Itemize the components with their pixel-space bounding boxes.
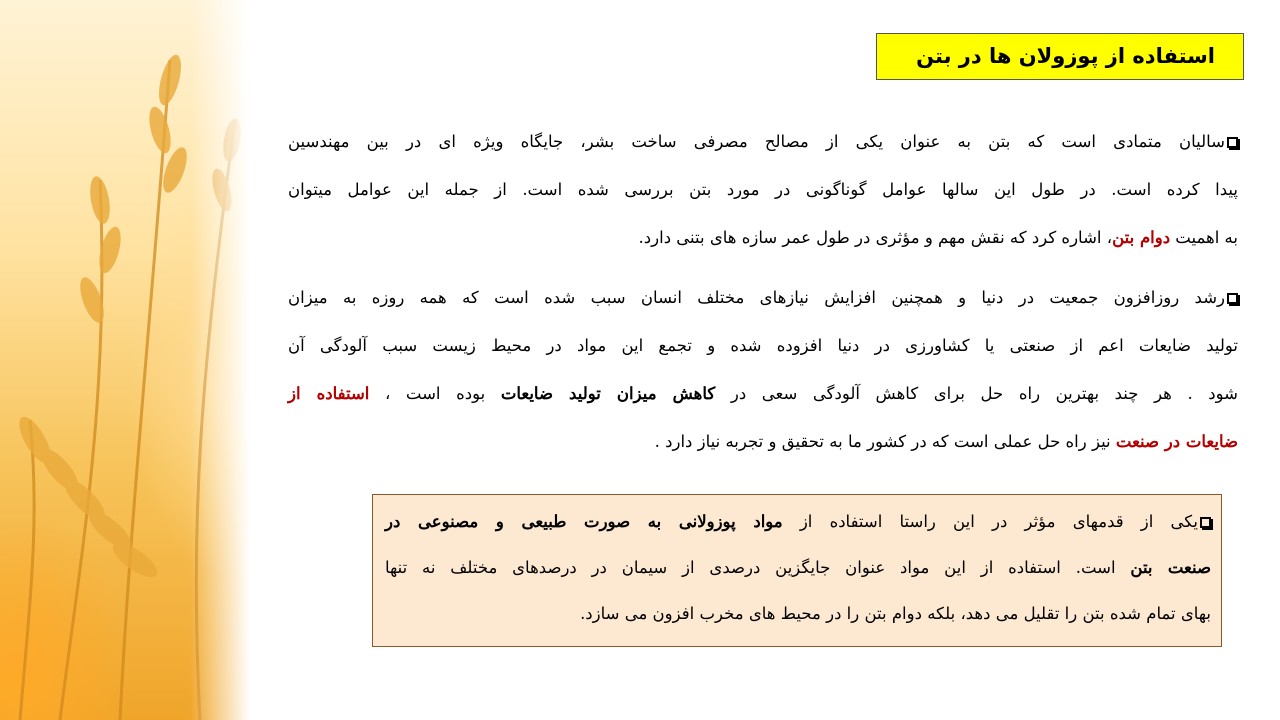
paragraph-line: [288, 380, 1238, 428]
square-bullet-icon: [1227, 293, 1238, 304]
line-text: نیز راه حل عملی است که در کشور ما به تحقیق و تجربه نیاز دارد .: [654, 432, 1116, 451]
line-text: ، اشاره کرد که نقش مهم و مؤثری در طول عمر سازه های بتنی دارد.: [638, 228, 1113, 247]
bold-waste-reduction: کاهش میزان تولید ضایعات: [500, 384, 716, 403]
paragraph-line: [288, 284, 1238, 332]
paragraph-line: تولید ضایعات اعم از صنعتی یا کشاورزی در دنیا افزوده شده و تجمع این مواد در محیط زیست سبب آلودگی آن: [288, 336, 1238, 355]
paragraph-line: [385, 554, 1211, 600]
highlight-waste-use: استفاده از: [288, 384, 370, 403]
line-text: است. استفاده از این مواد عنوان جایگزین درصدی از سیمان در درصدهای مختلف نه تنها: [385, 558, 1131, 577]
paragraph-pozzolan: [385, 508, 1211, 646]
line-text: سالیان متمادی است که بتن به عنوان یکی از مصالح مصرفی ساخت بشر، جایگاه ویژه ای در بین مهندسین: [288, 132, 1225, 151]
highlight-concrete-durability: دوام بتن: [1112, 228, 1171, 247]
line-text: رشد روزافزون جمعیت در دنیا و همچنین افزایش نیازهای مختلف انسان سبب شده است که همه روزه به میزان: [288, 288, 1225, 307]
bold-concrete-industry: صنعت بتن: [1130, 558, 1211, 577]
line-text: شود . هر چند بهترین راه حل برای کاهش آلودگی سعی در: [715, 384, 1238, 403]
paragraph-line: [288, 128, 1238, 176]
paragraph-line: بهای تمام شده بتن را تقلیل می دهد، بلکه دوام بتن را در محیط های مخرب افزون می سازد.: [580, 604, 1211, 623]
paragraph-line: پیدا کرده است. در طول این سالها عوامل گوناگونی در مورد بتن بررسی شده است. از جمله این عوامل میتوان: [288, 180, 1238, 199]
paragraph-durability: [288, 128, 1238, 272]
title-box: [876, 33, 1244, 80]
paragraph-line: [288, 224, 1238, 272]
paragraph-waste: [288, 284, 1238, 476]
paragraph-line: [385, 508, 1211, 554]
wheat-decoration-image: [0, 0, 250, 720]
square-bullet-icon: [1200, 517, 1211, 528]
square-bullet-icon: [1227, 137, 1238, 148]
slide-title: استفاده از پوزولان ها در بتن: [916, 44, 1215, 68]
bold-pozzolan-materials: مواد پوزولانی به صورت طبیعی و مصنوعی در: [385, 512, 783, 531]
paragraph-line: [288, 428, 1238, 476]
line-text: بوده است ،: [369, 384, 501, 403]
line-text: به اهمیت: [1170, 228, 1238, 247]
highlight-waste-in-industry: ضایعات در صنعت: [1115, 432, 1238, 451]
line-text: یکی از قدمهای مؤثر در این راستا استفاده از: [782, 512, 1198, 531]
